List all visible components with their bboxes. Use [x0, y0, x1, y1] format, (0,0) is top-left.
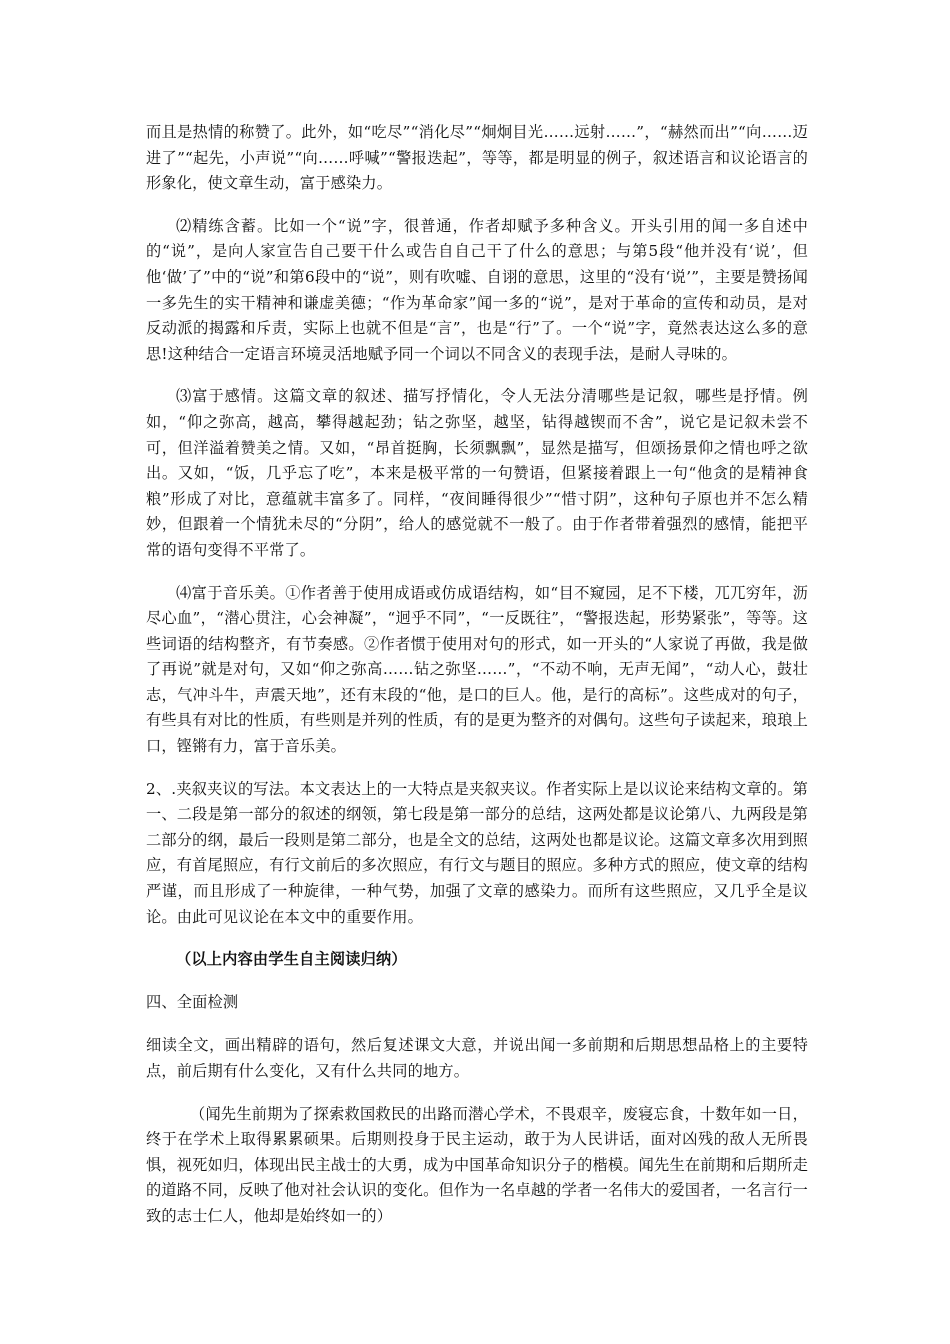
note-student-reading: （以上内容由学生自主阅读归纳） — [176, 950, 407, 969]
paragraph-task: 细读全文，画出精辟的语句，然后复述课文大意，并说出闻一多前期和后期思想品格上的主要特点，前后期有什么变化，又有什么共同的地方。 — [146, 1036, 808, 1080]
document-body — [146, 120, 808, 1247]
paragraph-rich-emotion: ⑶富于感情。这篇文章的叙述、描写抒情化，令人无法分清哪些是记叙，哪些是抒情。例如，“仰之弥高，越高，攀得越起劲；钻之弥坚，越坚，钻得越锲而不舍”，说它是记叙未尝不可，但洋溢着赞美之情。又如，“昂首挺胸，长须飘飘”，显然是描写，但颂扬景仰之情也呼之欲出。又如，“饭，几乎忘了吃”，本来是极平常的一句赞语，但紧接着跟上一句“他贪的是精神食粮”形成了对比，意蕴就丰富多了。同样，“夜间睡得很少”“惜寸阴”，这种句子原也并不怎么精妙，但跟着一个情犹未尽的“分阴”，给人的感觉就不一般了。由于作者带着强烈的感情，能把平常的语句变得不平常了。 — [146, 387, 808, 559]
paragraph-musical-beauty: ⑷富于音乐美。①作者善于使用成语或仿成语结构，如“目不窥园，足不下楼，兀兀穷年，沥尽心血”，“潜心贯注，心会神凝”，“迥乎不同”，“一反既往”，“警报迭起，形势紧张”，等等。这些词语的结构整齐，有节奏感。②作者惯于使用对句的形式，如一开头的“人家说了再做，我是做了再说”就是对句，又如“仰之弥高……钻之弥坚……”，“不动不响，无声无闻”，“动人心，鼓壮志，气冲斗牛，声震天地”，还有末段的“他，是口的巨人。他，是行的高标”。这些成对的句子，有些具有对比的性质，有些则是并列的性质，有的是更为整齐的对偶句。这些句子读起来，琅琅上口，铿锵有力，富于音乐美。 — [146, 583, 808, 756]
section-heading-comprehensive-test: 四、全面检测 — [146, 992, 239, 1011]
paragraph-answer: （闻先生前期为了探索救国救民的出路而潜心学术，不畏艰辛，废寝忘食，十数年如一日，终于在学术上取得累累硕果。后期则投身于民主运动，敢于为人民讲话，面对凶残的敌人无所畏惧，视死如归，体现出民主战士的大勇，成为中国革命知识分子的楷模。闻先生在前期和后期所走的道路不同，反映了他对社会认识的变化。但作为一名卓越的学者一名伟大的爱国者，一名言行一致的志士仁人，他却是始终如一的） — [146, 1104, 808, 1225]
paragraph-narration-argument: 2、.夹叙夹议的写法。本文表达上的一大特点是夹叙夹议。作者实际上是以议论来结构文章的。第一、二段是第一部分的叙述的纲领，第七段是第一部分的总结，这两处都是议论第八、九两段是第二部分的纲，最后一段则是第二部分，也是全文的总结，这两处也都是议论。这篇文章多次用到照应，有首尾照应，有行文前后的多次照应，有行文与题目的照应。多种方式的照应，使文章的结构严谨，而且形成了一种旋律，一种气势，加强了文章的感染力。而所有这些照应，又几乎全是议论。由此可见议论在本文中的重要作用。 — [146, 779, 808, 926]
paragraph-concise-implicit: ⑵精练含蓄。比如一个“说”字，很普通，作者却赋予多种含义。开头引用的闻一多自述中的“说”，是向人家宣告自己要干什么或告自自己干了什么的意思；与第5段“他并没有‘说’，但他‘做’了”中的“说”和第6段中的“说”，则有吹嘘、自诩的意思，这里的“没有‘说’”，主要是赞扬闻一多先生的实干精神和谦虚美德；“作为革命家”闻一多的“说”，是对于革命的宣传和动员，是对反动派的揭露和斥责，实际上也就不但是“言”，也是“行”了。一个“说”字，竟然表达这么多的意思!这种结合一定语言环境灵活地赋予同一个词以不同含义的表现手法，是耐人寻味的。 — [146, 216, 808, 363]
paragraph-continuation: 而且是热情的称赞了。此外，如“吃尽”“消化尽”“炯炯目光……远射……”，“赫然而出”“向……迈进了”“起先，小声说”“向……呼喊”“警报迭起”，等等，都是明显的例子，叙述语言和议论语言的形象化，使文章生动，富于感染力。 — [146, 123, 808, 193]
